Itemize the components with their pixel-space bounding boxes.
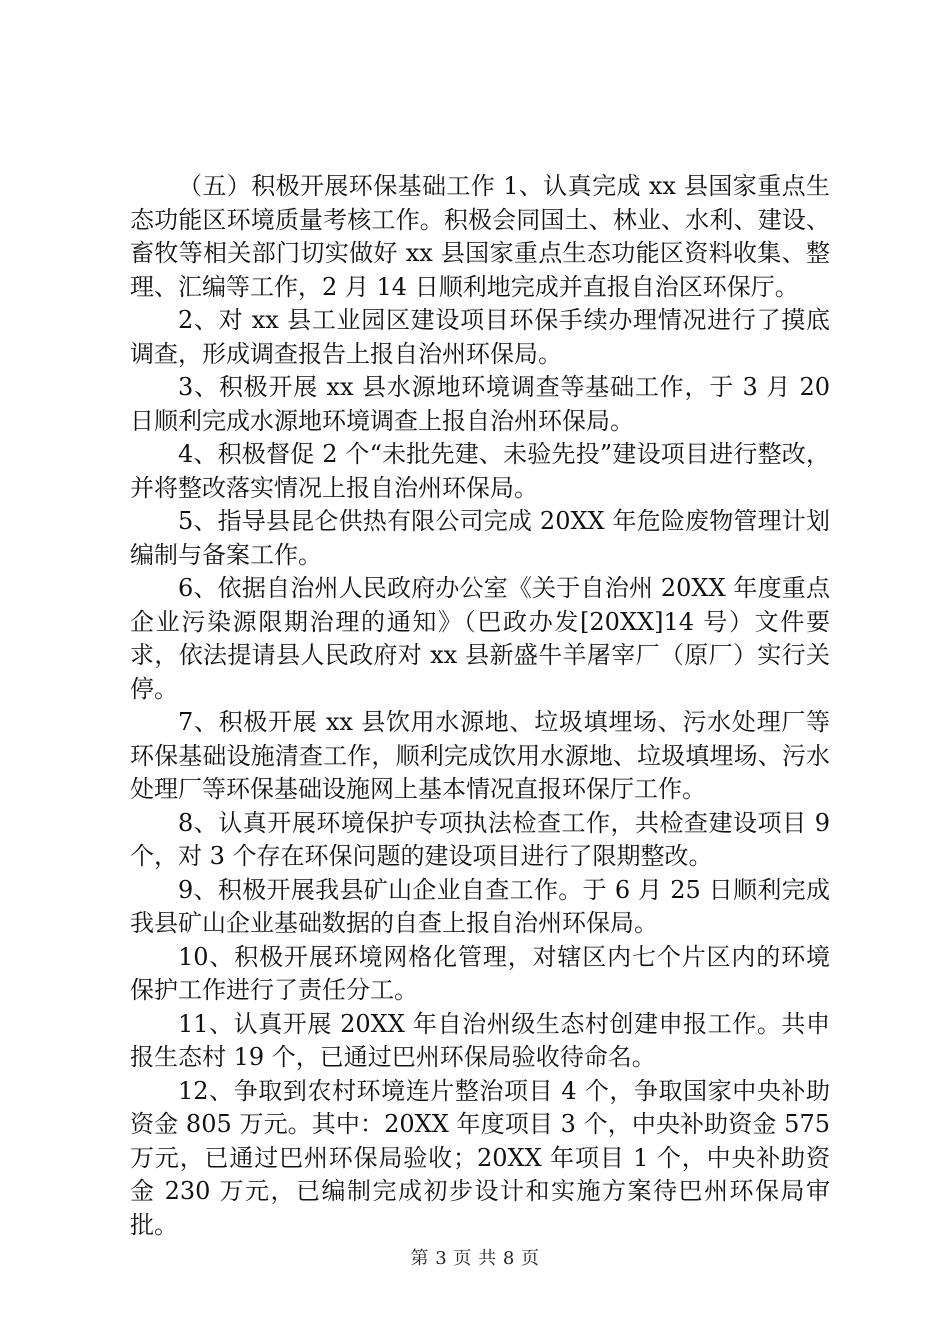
paragraph-item-2: 2、对 xx 县工业园区建设项目环保手续办理情况进行了摸底调查，形成调查报告上报自治州环保局。 bbox=[130, 306, 830, 368]
document-body bbox=[130, 170, 830, 1242]
paragraph-item-4: 4、积极督促 2 个“未批先建、未验先投”建设项目进行整改，并将整改落实情况上报自治州环保局。 bbox=[130, 440, 830, 502]
paragraph-item-11: 11、认真开展 20XX 年自治州级生态村创建申报工作。共申报生态村 19 个，已通过巴州环保局验收待命名。 bbox=[130, 1009, 830, 1071]
paragraph-item-10: 10、积极开展环境网格化管理，对辖区内七个片区内的环境保护工作进行了责任分工。 bbox=[130, 942, 830, 1004]
paragraph-item-8: 8、认真开展环境保护专项执法检查工作，共检查建设项目 9 个，对 3 个存在环保问题的建设项目进行了限期整改。 bbox=[130, 808, 830, 870]
paragraph-item-9: 9、积极开展我县矿山企业自查工作。于 6 月 25 日顺利完成我县矿山企业基础数据的自查上报自治州环保局。 bbox=[130, 875, 830, 937]
paragraph-item-3: 3、积极开展 xx 县水源地环境调查等基础工作，于 3 月 20 日顺利完成水源地环境调查上报自治州环保局。 bbox=[130, 373, 830, 435]
paragraph-item-5: 5、指导县昆仑供热有限公司完成 20XX 年危险废物管理计划编制与备案工作。 bbox=[130, 507, 830, 569]
paragraph-item-7: 7、积极开展 xx 县饮用水源地、垃圾填埋场、污水处理厂等环保基础设施清查工作，顺利完成饮用水源地、垃圾填埋场、污水处理厂等环保基础设施网上基本情况直报环保厅工作。 bbox=[130, 708, 830, 803]
paragraph-item-12: 12、争取到农村环境连片整治项目 4 个，争取国家中央补助资金 805 万元。其中：20XX 年度项目 3 个，中央补助资金 575 万元，已通过巴州环保局验收；20XX 年项目 1 个，中央补助资金 230 万元，已编制完成初步设计和实施方案待巴州环保局审批。 bbox=[130, 1076, 830, 1239]
paragraph-item-6: 6、依据自治州人民政府办公室《关于自治州 20XX 年度重点企业污染源限期治理的通知》（巴政办发[20XX]14 号）文件要求，依法提请县人民政府对 xx 县新盛牛羊屠宰厂（原厂）实行关停。 bbox=[130, 574, 830, 703]
page-number-footer: 第 3 页 共 8 页 bbox=[410, 1248, 540, 1269]
paragraph-section-five: （五）积极开展环保基础工作 1、认真完成 xx 县国家重点生态功能区环境质量考核工作。积极会同国土、林业、水利、建设、畜牧等相关部门切实做好 xx 县国家重点生态功能区资料收集、整理、汇编等工作，2 月 14 日顺利地完成并直报自治区环保厅。 bbox=[130, 172, 830, 301]
